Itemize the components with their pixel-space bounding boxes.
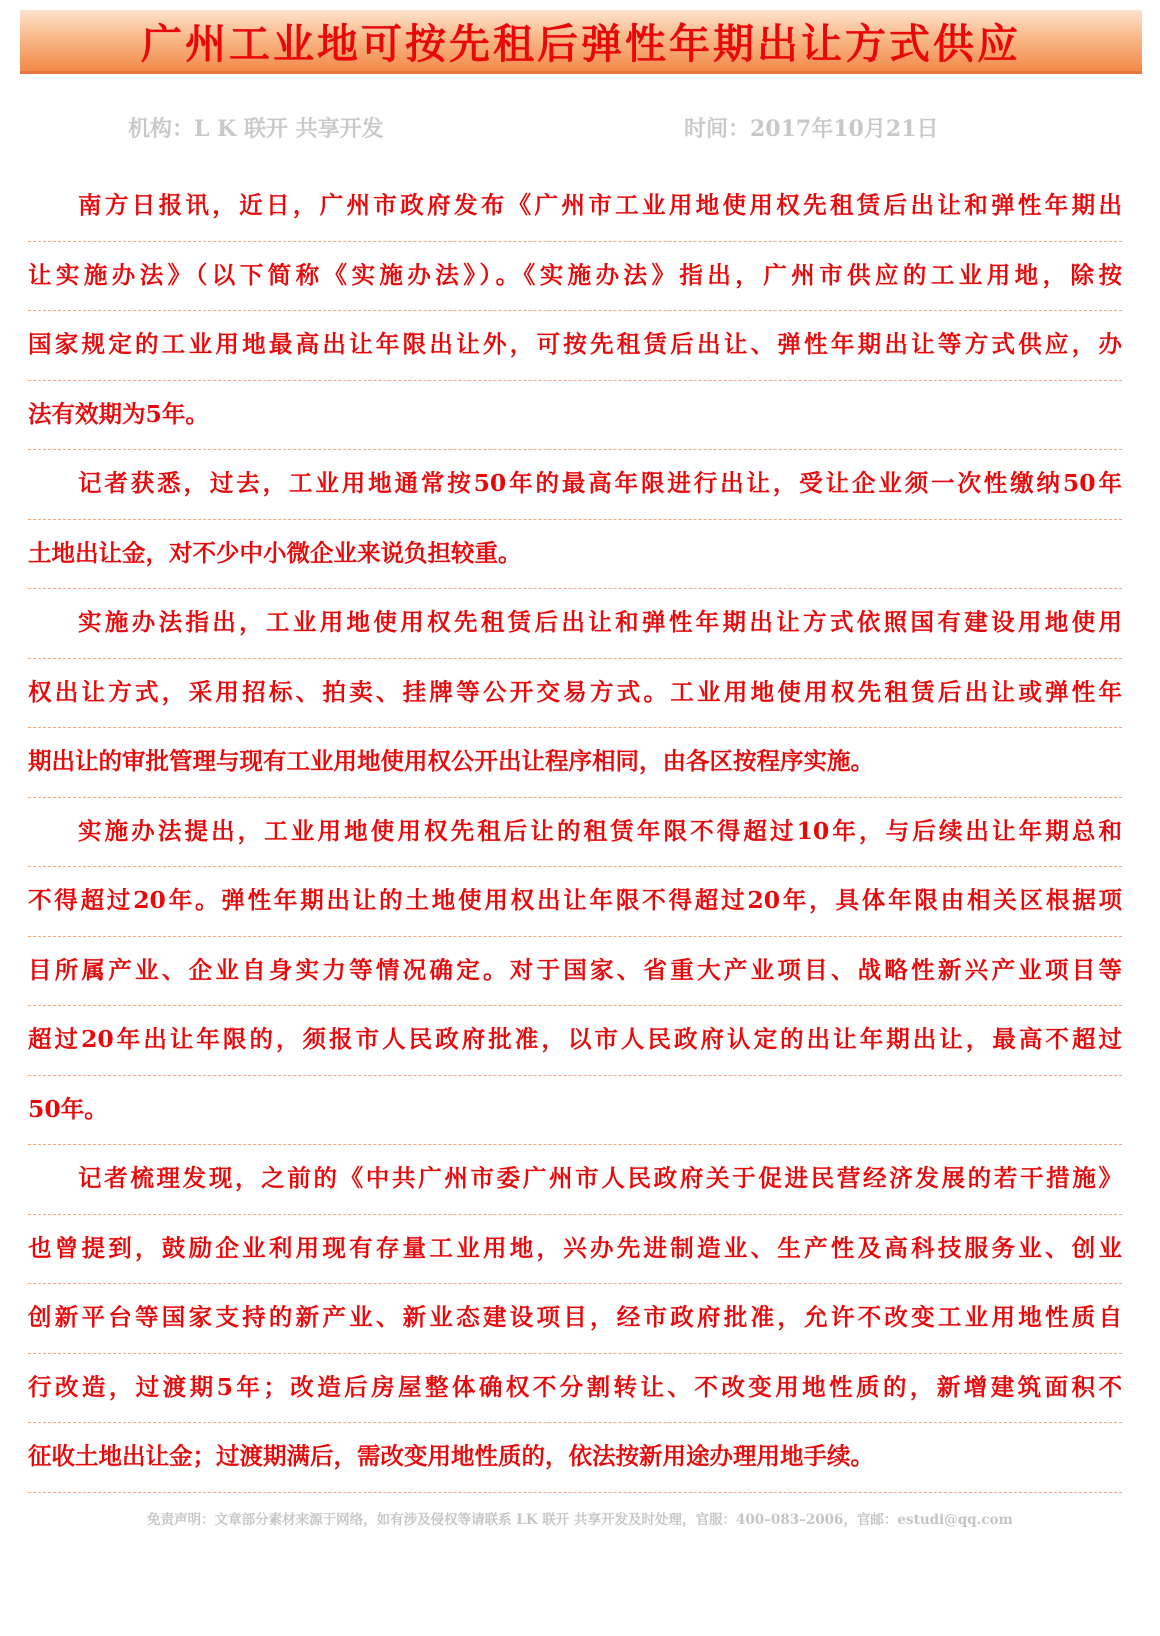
publish-date: 时间：2017年10月21日: [684, 116, 939, 142]
article-line: 国家规定的工业用地最高出让年限出让外，可按先租赁后出让、弹性年期出让等方式供应，办: [28, 311, 1122, 381]
article-line: 超过20年出让年限的，须报市人民政府批准，以市人民政府认定的出让年期出让，最高不超过: [28, 1006, 1122, 1076]
organization-label: 机构：L K 联开 共享开发: [128, 116, 384, 142]
article-line: 创新平台等国家支持的新产业、新业态建设项目，经市政府批准，允许不改变工业用地性质自: [28, 1284, 1122, 1354]
article-line: 期出让的审批管理与现有工业用地使用权公开出让程序相同，由各区按程序实施。: [28, 728, 1122, 798]
article-line: 实施办法提出，工业用地使用权先租后让的租赁年限不得超过10年，与后续出让年期总和: [28, 798, 1122, 868]
article-line: 目所属产业、企业自身实力等情况确定。对于国家、省重大产业项目、战略性新兴产业项目等: [28, 937, 1122, 1007]
article-line: 记者获悉，过去，工业用地通常按50年的最高年限进行出让，受让企业须一次性缴纳50年: [28, 450, 1122, 520]
article-line: 50年。: [28, 1076, 1122, 1146]
article-line: 南方日报讯，近日，广州市政府发布《广州市工业用地使用权先租赁后出让和弹性年期出: [28, 172, 1122, 242]
disclaimer-footer: 免责声明：文章部分素材来源于网络，如有涉及侵权等请联系 LK 联开 共享开发及时处理，官服：400–083–2006，官邮：estudi@qq.com: [147, 1512, 1013, 1528]
page-title: 广州工业地可按先租后弹性年期出让方式供应: [141, 20, 1021, 68]
article-line: 征收土地出让金；过渡期满后，需改变用地性质的，依法按新用途办理用地手续。: [28, 1423, 1122, 1493]
title-banner: [20, 10, 1142, 74]
article-body: [28, 172, 1122, 1493]
article-line: 让实施办法》（以下简称《实施办法》）。《实施办法》指出，广州市供应的工业用地，除按: [28, 242, 1122, 312]
article-line: 实施办法指出，工业用地使用权先租赁后出让和弹性年期出让方式依照国有建设用地使用: [28, 589, 1122, 659]
article-line: 行改造，过渡期5年；改造后房屋整体确权不分割转让、不改变用地性质的，新增建筑面积不: [28, 1354, 1122, 1424]
article-line: 法有效期为5年。: [28, 381, 1122, 451]
article-line: 也曾提到，鼓励企业利用现有存量工业用地，兴办先进制造业、生产性及高科技服务业、创业: [28, 1215, 1122, 1285]
article-line: 权出让方式，采用招标、拍卖、挂牌等公开交易方式。工业用地使用权先租赁后出让或弹性年: [28, 659, 1122, 729]
article-line: 不得超过20年。弹性年期出让的土地使用权出让年限不得超过20年，具体年限由相关区根据项: [28, 867, 1122, 937]
article-line: 记者梳理发现，之前的《中共广州市委广州市人民政府关于促进民营经济发展的若干措施》: [28, 1145, 1122, 1215]
article-line: 土地出让金，对不少中小微企业来说负担较重。: [28, 520, 1122, 590]
